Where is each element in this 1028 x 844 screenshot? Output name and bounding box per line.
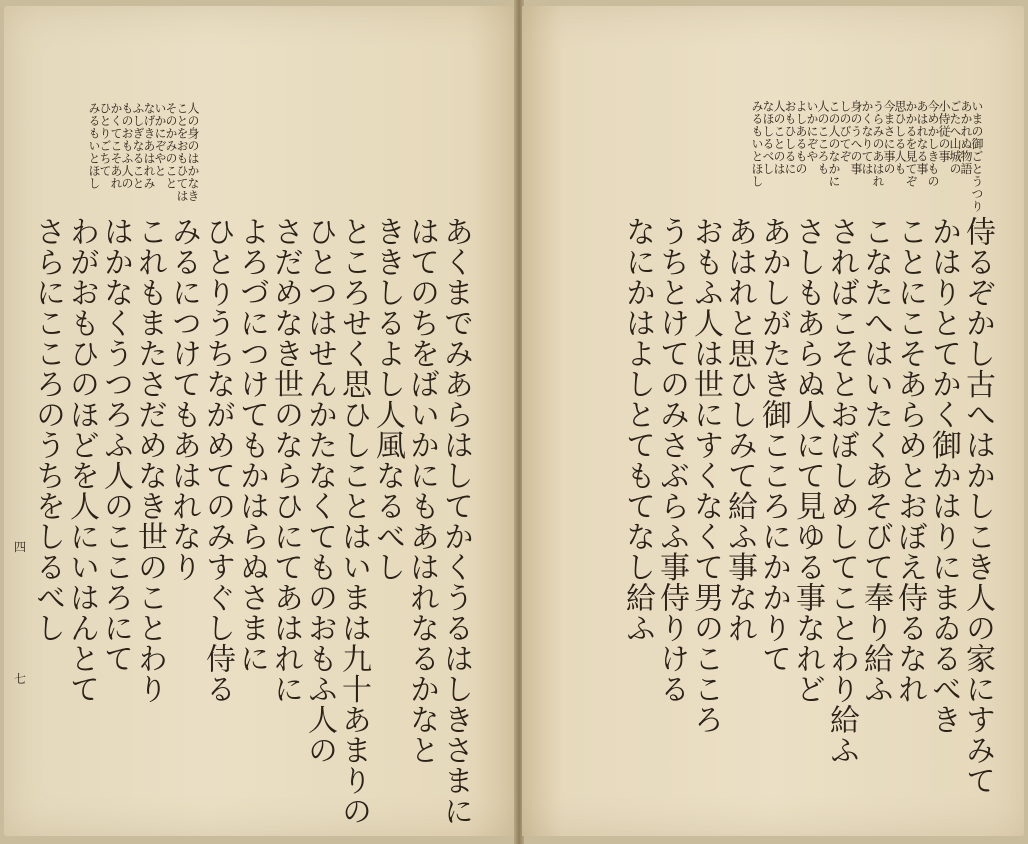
- text-column: ひとつはせんかたなくてものおもふ人の: [302, 216, 337, 765]
- text-column: ことにこそあらめとおぼえ侍るなれ: [892, 216, 927, 704]
- text-column: いかにぞや: [805, 100, 819, 163]
- text-column: みるにつけてもあはれなり: [166, 216, 201, 582]
- right-main-text: [620, 216, 994, 816]
- text-column: おもふ人は世にすくなくて男のこころ: [688, 216, 723, 735]
- text-column: そのかみのこと: [164, 102, 178, 190]
- text-column: かくてこそあれ: [109, 102, 123, 190]
- text-column: いかにぞやと: [153, 102, 167, 177]
- text-column: ひとりうちながめてのみすぐし侍る: [200, 216, 235, 704]
- text-column: あくまでみあらはしてかくうるはしきさまに: [438, 216, 473, 826]
- text-column: みるもいとほし: [87, 102, 101, 190]
- right-page: [522, 6, 1024, 836]
- text-column: あはれなる事: [915, 100, 929, 175]
- text-column: なげきあはれみ: [142, 102, 156, 190]
- text-column: 人の身のはかなき: [186, 102, 200, 202]
- text-column: こなたへはいたくあそびて奉り給ふ: [858, 216, 893, 704]
- text-column: なにかはよしとてもてなし給ふ: [620, 216, 655, 643]
- text-column: さだめなき世のならひにてあはれに: [268, 216, 303, 704]
- folio-number: 七: [14, 672, 27, 686]
- text-column: よろづにつけてもかはらぬさまに: [234, 216, 269, 674]
- text-column: ところせく思ひしことはいまは九十あまりの: [336, 216, 371, 826]
- folio-kanji: 四: [14, 540, 27, 554]
- text-column: わがおもひのほどを人にいはんとて: [64, 216, 99, 704]
- text-column: なほしるべし: [761, 100, 775, 175]
- left-page: [4, 6, 516, 836]
- text-column: 今めかしきもの: [926, 100, 940, 188]
- text-column: あかしがたき御こころにかかりて: [756, 216, 791, 674]
- text-column: はかなくうつろふ人のこころにて: [98, 216, 133, 674]
- text-column: 今まさに事の: [882, 100, 896, 175]
- text-column: ひとりごちて: [98, 102, 112, 177]
- text-column: おもひしるに: [783, 100, 797, 175]
- text-column: あかれぬ物語: [959, 100, 973, 175]
- text-column: みるもいとほし: [750, 100, 764, 188]
- text-column: この人のなかに: [827, 100, 841, 188]
- text-column: 小侍従の事: [937, 100, 951, 163]
- text-column: ごたへ山城の: [948, 100, 962, 175]
- text-column: 人のこころも: [816, 100, 830, 175]
- text-column: ふしぎなること: [131, 102, 145, 190]
- text-column: かはりとてかく御かはりにまゐるべき: [926, 216, 961, 735]
- text-column: これもまたさだめなき世のことわり: [132, 216, 167, 704]
- text-column: あはれと思ひしみて給ふ事なれ: [722, 216, 757, 643]
- text-column: うちとけてのみさぶらふ事侍りける: [654, 216, 689, 704]
- text-column: うらみのあはれ: [871, 100, 885, 188]
- text-column: しのびてぞ: [838, 100, 852, 163]
- text-column: はてのちをばいかにもあはれなるかなと: [404, 216, 439, 765]
- left-main-text: [30, 216, 473, 826]
- text-column: かくなりては: [860, 100, 874, 175]
- text-column: さらにこころのうちをしるべし: [30, 216, 65, 643]
- text-column: さればこそとおぼしめしてことわり給ふ: [824, 216, 859, 765]
- text-column: ききしるよし人風なるべし: [370, 216, 405, 582]
- text-column: ことをおもひては: [175, 102, 189, 202]
- text-column: よしあるもの: [794, 100, 808, 175]
- text-column: 思ひしる人も: [893, 100, 907, 175]
- text-column: 侍るぞかし古へはかしこき人の家にすみて: [960, 216, 995, 796]
- text-column: 身のうへの事: [849, 100, 863, 175]
- text-column: ものおもふ人の: [120, 102, 134, 190]
- text-column: かかるを見てぞ: [904, 100, 918, 188]
- text-column: 人のことのは: [772, 100, 786, 175]
- text-column: いまの御ごとうつり: [970, 100, 984, 213]
- text-column: さしもあらぬ人にて見ゆる事なれど: [790, 216, 825, 704]
